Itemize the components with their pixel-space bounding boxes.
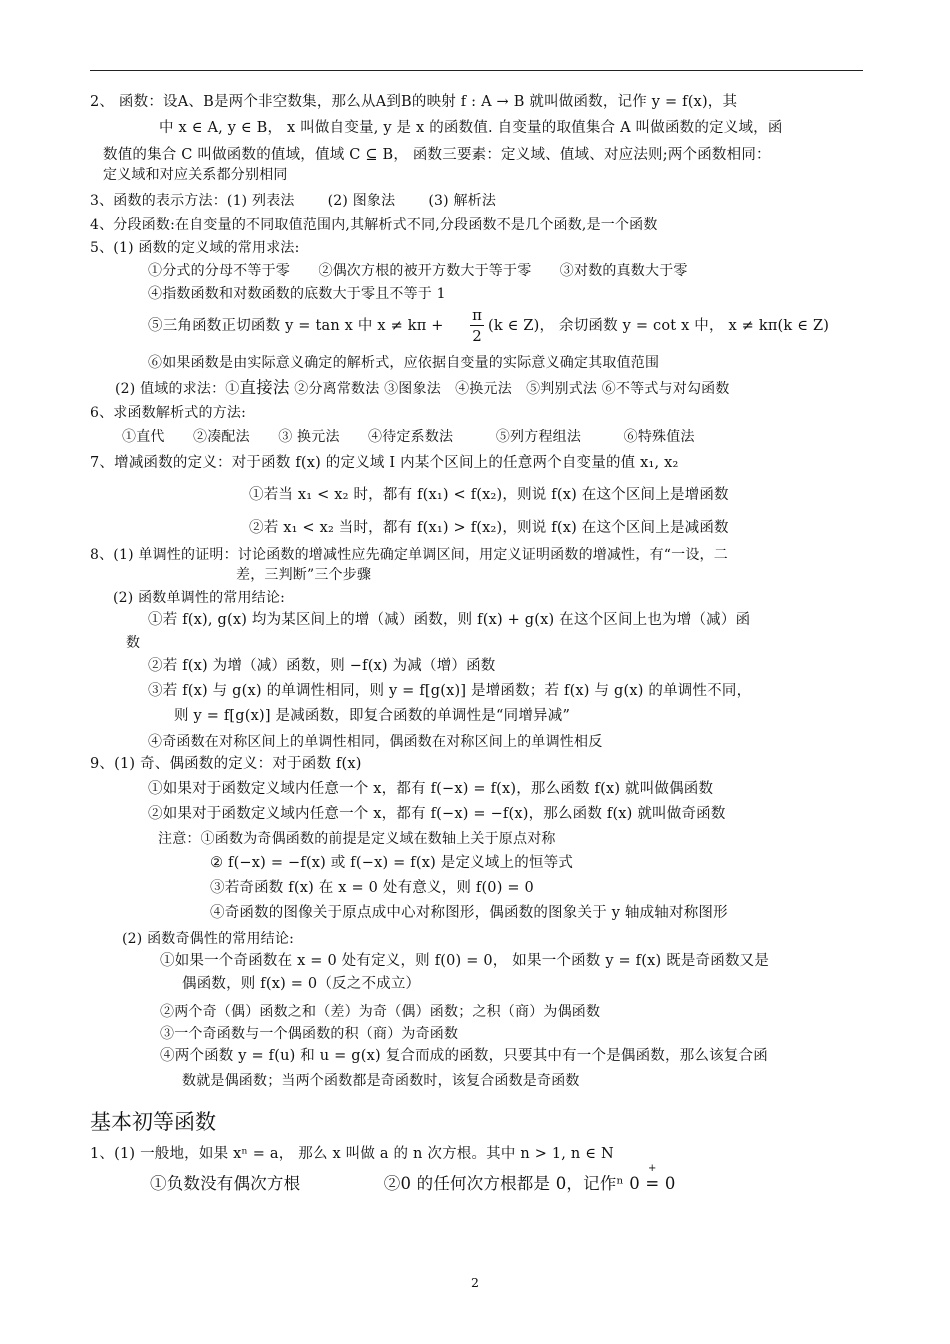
item-9-even-def: ①如果对于函数定义域内任意一个 x，都有 f(−x) = f(x)，那么函数 f(x) 就叫做偶函数	[148, 781, 714, 797]
basic-item-1-rules: ①负数没有偶次方根 ②0 的任何次方根都是 0，记作ⁿ 0 = 0	[150, 1174, 676, 1193]
page-number: 2	[471, 1275, 479, 1290]
item-6-methods: ①直代 ②凑配法 ③ 换元法 ④待定系数法 ⑤列方程组法 ⑥特殊值法	[122, 429, 695, 445]
natural-plus-superscript: +	[648, 1163, 657, 1174]
item-9-conclusion-4a: ④两个函数 y = f(u) 和 u = g(x) 复合而成的函数，只要其中有一个是偶函数，那么该复合函	[160, 1048, 768, 1064]
item-9-conclusion-1b: 偶函数，则 f(x) = 0（反之不成立）	[182, 976, 421, 992]
item-8-conclusions-heading: (2) 函数单调性的常用结论:	[113, 590, 285, 606]
item-6-heading: 6、求函数解析式的方法:	[90, 405, 247, 421]
item-4: 4、分段函数:在自变量的不同取值范围内,其解析式不同,分段函数不是几个函数,是一个函数	[90, 217, 658, 233]
item-5-rule-c-part2: (k ∈ Z)， 余切函数 y = cot x 中， x ≠ kπ(k ∈ Z)	[488, 318, 830, 334]
fraction-bar	[470, 325, 484, 326]
fraction-denominator: 2	[472, 327, 482, 345]
item-2-line-4: 定义域和对应关系都分别相同	[103, 167, 288, 183]
item-9-heading: 9、(1) 奇、偶函数的定义：对于函数 f(x)	[90, 756, 362, 772]
item-9-note-1: 注意：①函数为奇偶函数的前提是定义域在数轴上关于原点对称	[158, 831, 556, 847]
item-2-line-3: 数值的集合 C 叫做函数的值域，值域 C ⊆ B， 函数三要素：定义域、值域、对应法则;两个函数相同：	[103, 147, 771, 163]
item-2-line-1: 2、 函数：设A、B是两个非空数集，那么从A到B的映射 f : A → B 就叫做函数，记作 y = f(x)，其	[90, 94, 738, 110]
section-title: 基本初等函数	[90, 1110, 216, 1134]
item-5-rule-a: ①分式的分母不等于零 ②偶次方根的被开方数大于等于零 ③对数的真数大于零	[148, 263, 688, 279]
range-method-direct: 直接法	[239, 378, 290, 397]
item-5-heading: 5、(1) 函数的定义域的常用求法:	[90, 240, 300, 256]
item-9-conclusions-heading: (2) 函数奇偶性的常用结论:	[122, 931, 294, 947]
pi-over-2-fraction	[470, 306, 484, 345]
item-8-conclusion-1b: 数	[126, 635, 141, 651]
item-9-note-4: ④奇函数的图像关于原点成中心对称图形，偶函数的图象关于 y 轴成轴对称图形	[210, 905, 728, 921]
item-5-rule-c-part1: ⑤三角函数正切函数 y = tan x 中 x ≠ kπ +	[148, 318, 444, 334]
item-8-conclusion-3b: 则 y = f[g(x)] 是减函数，即复合函数的单调性是“同增异减”	[174, 708, 571, 724]
item-7-heading: 7、增减函数的定义：对于函数 f(x) 的定义域 I 内某个区间上的任意两个自变量的值 x₁, x₂	[90, 455, 679, 471]
item-8-conclusion-2: ②若 f(x) 为增（减）函数，则 −f(x) 为减（增）函数	[148, 658, 496, 674]
item-9-note-2: ② f(−x) = −f(x) 或 f(−x) = f(x) 是定义域上的恒等式	[210, 855, 574, 871]
item-8-conclusion-3a: ③若 f(x) 与 g(x) 的单调性相同，则 y = f[g(x)] 是增函数；若 f(x) 与 g(x) 的单调性不同，	[148, 683, 752, 699]
item-8-conclusion-4: ④奇函数在对称区间上的单调性相同，偶函数在对称区间上的单调性相反	[148, 734, 603, 750]
item-2-line-2: 中 x ∈ A, y ∈ B， x 叫做自变量, y 是 x 的函数值. 自变量的取值集合 A 叫做函数的定义域，函	[159, 120, 783, 136]
fraction-numerator: π	[472, 306, 482, 324]
item-7-decreasing: ②若 x₁ < x₂ 当时，都有 f(x₁) > f(x₂)，则说 f(x) 在这个区间上是减函数	[249, 520, 729, 536]
item-9-note-3: ③若奇函数 f(x) 在 x = 0 处有意义，则 f(0) = 0	[210, 880, 534, 896]
item-9-odd-def: ②如果对于函数定义域内任意一个 x，都有 f(−x) = −f(x)，那么函数 f(x) 就叫做奇函数	[148, 806, 726, 822]
range-methods-prefix: (2) 值域的求法：①	[115, 381, 240, 397]
item-5-rule-b: ④指数函数和对数函数的底数大于零且不等于 1	[148, 286, 446, 302]
item-8-line-2: 差，三判断”三个步骤	[236, 567, 372, 583]
item-9-conclusion-1a: ①如果一个奇函数在 x = 0 处有定义，则 f(0) = 0， 如果一个函数 y = f(x) 既是奇函数又是	[160, 953, 770, 969]
item-5-range-methods	[115, 378, 730, 399]
basic-item-1: 1、(1) 一般地，如果 xⁿ = a， 那么 x 叫做 a 的 n 次方根。其中 n > 1, n ∈ N	[90, 1146, 614, 1162]
item-5-rule-d: ⑥如果函数是由实际意义确定的解析式，应依据自变量的实际意义确定其取值范围	[148, 355, 660, 371]
item-8-line-1: 8、(1) 单调性的证明：讨论函数的增减性应先确定单调区间，用定义证明函数的增减性，有“一设，二	[90, 547, 728, 563]
range-methods-rest: ②分离常数法 ③图象法 ④换元法 ⑤判别式法 ⑥不等式与对勾函数	[289, 381, 730, 397]
item-7-increasing: ①若当 x₁ < x₂ 时，都有 f(x₁) < f(x₂)，则说 f(x) 在这个区间上是增函数	[249, 487, 729, 503]
item-9-conclusion-4b: 数就是偶函数；当两个函数都是奇函数时，该复合函数是奇函数	[182, 1073, 580, 1089]
item-3: 3、函数的表示方法：(1) 列表法 (2) 图象法 (3) 解析法	[90, 193, 497, 209]
item-9-conclusion-2: ②两个奇（偶）函数之和（差）为奇（偶）函数；之积（商）为偶函数	[160, 1004, 601, 1020]
item-8-conclusion-1a: ①若 f(x), g(x) 均为某区间上的增（减）函数，则 f(x) + g(x) 在这个区间上也为增（减）函	[148, 612, 751, 628]
item-9-conclusion-3: ③一个奇函数与一个偶函数的积（商）为奇函数	[160, 1026, 459, 1042]
